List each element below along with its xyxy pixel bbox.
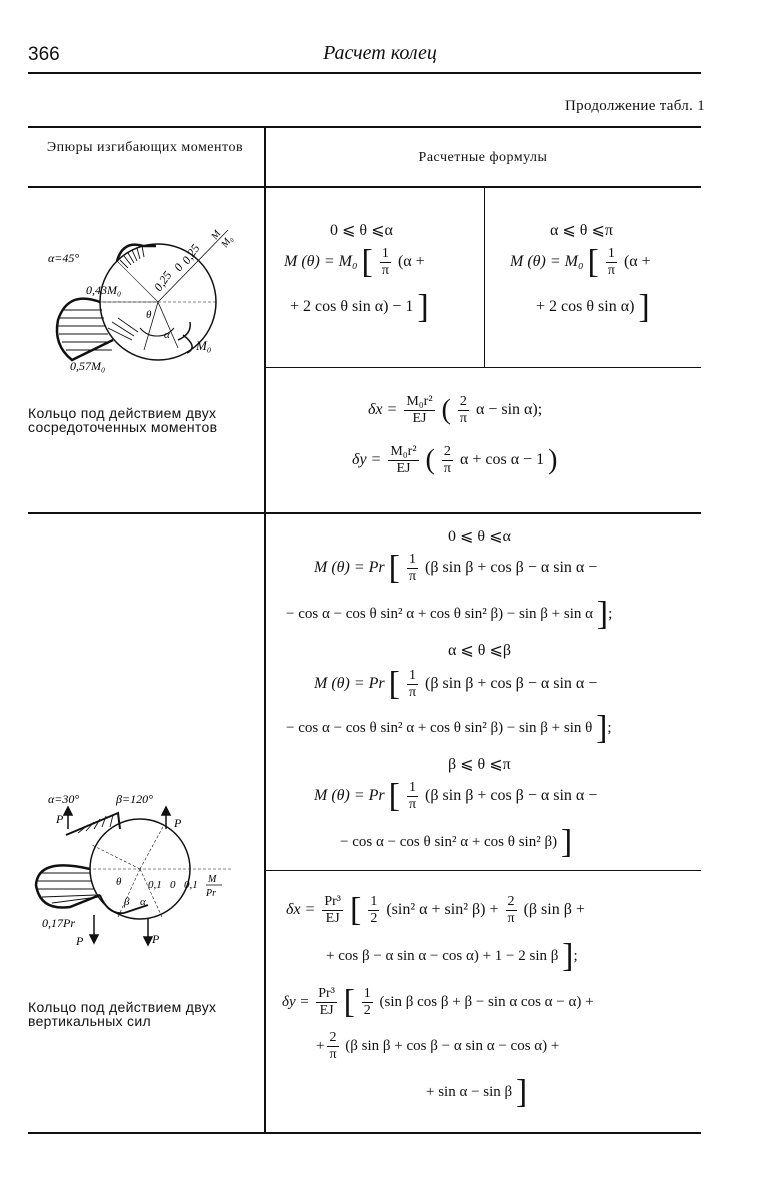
row2-r2-line2-text: − cos α − cos θ sin² α + cos θ sin² β) − sin β + sin θ (286, 720, 593, 736)
delta-x-tail: α − sin α (475, 401, 533, 419)
row2-delta-x-line1 (286, 891, 585, 929)
alpha-angle-label: α (140, 896, 146, 908)
bracket-open: [ (587, 243, 599, 281)
frac-num: 1 (407, 552, 418, 569)
ring-moments-diagram (28, 210, 264, 380)
row2-r1-line2-text: − cos α − cos θ sin² α + cos θ sin² β) − sin β + sin α (286, 606, 594, 622)
fraction (506, 894, 517, 927)
frac-den: EJ (396, 461, 411, 476)
bracket-close: ] (638, 288, 650, 326)
delta-x-lhs: δx = (286, 901, 316, 919)
alpha-label: α=30° (48, 792, 80, 806)
theta-label: θ (116, 876, 122, 888)
row1-case1-line2 (290, 288, 429, 326)
moment-017-label: 0,17Pr (42, 916, 75, 930)
row2-delta-y-line3 (426, 1073, 528, 1111)
frac-den: 2 (363, 1003, 371, 1018)
row1-case1-tail: (α + (397, 253, 425, 271)
delta-x-lhs: δx = (368, 401, 398, 419)
delta-y-line3-text: + sin α − sin β (426, 1084, 513, 1100)
row1-caption-line2: сосредоточенных моментов (28, 419, 218, 435)
row2-range1: 0 ⩽ θ ⩽α (448, 528, 511, 545)
frac-den: π (408, 797, 417, 812)
bracket-open: [ (388, 549, 400, 587)
fraction (458, 394, 469, 427)
bracket-open: [ (388, 777, 400, 815)
row1-case1-line1 (284, 243, 425, 281)
row2-caption-line2: вертикальных сил (28, 1013, 151, 1029)
table-continuation-note: Продолжение табл. 1 (565, 98, 705, 114)
beta-label: β=120° (116, 792, 153, 806)
frac-den: EJ (412, 411, 427, 426)
frac-num: 2 (506, 894, 517, 911)
fraction (407, 552, 418, 585)
frac-den: π (443, 461, 451, 476)
delta-y-lhs: δy = (282, 993, 310, 1010)
force-top-right: P (174, 816, 182, 830)
frac-den: π (329, 1047, 337, 1062)
paren-close: ) (548, 444, 558, 476)
row1-caption-line1: Кольцо под действием двух (28, 405, 217, 421)
row2-range2: α ⩽ θ ⩽β (448, 642, 511, 659)
row2-delta-x-line2: + cos β − α sin α − cos α) + 1 − 2 sin β ]; (326, 937, 578, 975)
fraction (407, 668, 418, 701)
bracket-open: [ (388, 665, 400, 703)
frac-num: M₀r² (390, 444, 417, 459)
row2-range3: β ⩽ θ ⩽π (448, 756, 511, 773)
bracket-close: ] (515, 1073, 528, 1111)
bracket-close: ] (560, 823, 573, 861)
paren-open: ( (425, 444, 435, 476)
row1-delta-x (368, 394, 542, 427)
table-header-rule (28, 186, 701, 188)
tick-neg-01: 0,1 (148, 879, 162, 891)
row2-r1-tail: (β sin β + cos β − α sin α − (425, 559, 598, 577)
row2-r3-tail: (β sin β + cos β − α sin α − (425, 787, 598, 805)
tick-neg-025: 0,25 (150, 268, 175, 294)
frac-num: 1 (407, 668, 418, 685)
delta-y-lhs: δy = (352, 451, 382, 469)
fraction (606, 246, 617, 279)
force-bottom-right: P (152, 932, 160, 946)
row2-r3-line1 (314, 777, 598, 815)
theta-label: θ (146, 309, 152, 321)
row1-inner-rule (266, 367, 701, 368)
frac-num: Pr³ (324, 894, 341, 909)
bracket-open: [ (361, 243, 373, 281)
fraction (327, 1030, 338, 1063)
frac-num: 2 (458, 394, 469, 411)
frac-num: 2 (327, 1030, 338, 1047)
row1-delta-y (352, 444, 557, 477)
bracket-open: [ (350, 891, 362, 929)
frac-num: Pr³ (318, 986, 335, 1001)
fraction (316, 986, 337, 1019)
row2-r3-lhs: M (θ) = Pr (314, 787, 385, 805)
delta-x-line2-text: + cos β − α sin α − cos α) + 1 − 2 sin β (326, 948, 559, 964)
row2-r3-line2-text: − cos α − cos θ sin² α + cos θ sin² β) (340, 834, 558, 850)
delta-y-tail: α + cos α − 1 (459, 451, 545, 469)
unit-numerator: M (209, 228, 224, 242)
applied-moment-label: M₀ (196, 338, 212, 353)
frac-den: 2 (370, 911, 378, 926)
table-bottom-rule (28, 1132, 701, 1134)
unit-denominator: Pr (206, 888, 216, 899)
frac-den: π (607, 263, 615, 278)
row2-r2-lhs: M (θ) = Pr (314, 675, 385, 693)
column-header-diagrams: Эпюры изгибающих моментов (46, 140, 244, 155)
moment-043-label: 0,43M₀ (86, 283, 122, 297)
alpha-angle-label: α (164, 329, 170, 341)
tick-zero: 0 (170, 260, 186, 274)
header-rule (28, 72, 701, 74)
unit-numerator: M (208, 874, 217, 885)
row1-case2-line2-text: + 2 cos θ sin α) (536, 298, 635, 315)
delta-y-mid: (sin β cos β + β − sin α cos α − α) + (379, 993, 594, 1010)
frac-den: π (408, 685, 417, 700)
force-bottom-left: P (76, 934, 84, 948)
bracket-close: ] (596, 709, 608, 747)
bracket-close: ] (417, 288, 429, 326)
unit-denominator: M₀ (219, 233, 236, 250)
frac-num: M₀r² (406, 394, 433, 409)
delta-x-mid: (sin² α + sin² β) + (386, 901, 499, 919)
frac-num: 2 (442, 444, 453, 461)
delta-x-end: ); (532, 401, 543, 419)
row2-r2-line1 (314, 665, 598, 703)
fraction (322, 894, 343, 927)
force-top-left: P (56, 812, 64, 826)
row1-case2-lhs: M (θ) = M₀ (510, 253, 584, 271)
frac-den: π (381, 263, 389, 278)
frac-num: 1 (363, 986, 371, 1001)
frac-num: 1 (606, 246, 617, 263)
bracket-open: [ (343, 983, 355, 1021)
row2-r2-line2: − cos α − cos θ sin² α + cos θ sin² β) − sin β + sin θ ]; (286, 709, 612, 747)
frac-den: EJ (325, 911, 340, 926)
fraction (407, 780, 418, 813)
tick-pos-01: 0,1 (184, 879, 198, 891)
frac-den: π (507, 911, 515, 926)
frac-num: 1 (370, 894, 378, 909)
row-separator (28, 512, 701, 514)
row2-caption-line1: Кольцо под действием двух (28, 999, 217, 1015)
column-header-formulas: Расчетные формулы (418, 150, 548, 165)
row1-case2-line2 (536, 288, 650, 326)
row1-case1-lhs: M (θ) = M₀ (284, 253, 358, 271)
delta-x-tail: (β sin β + (523, 901, 585, 919)
row2-inner-rule (266, 870, 701, 871)
frac-den: π (408, 569, 417, 584)
tick-pos-025: 0,25 (178, 241, 203, 267)
row1-case2-tail: (α + (623, 253, 651, 271)
bracket-close: ] (562, 937, 574, 975)
row2-delta-y-line1 (282, 983, 594, 1021)
row1-case2-line1 (510, 243, 651, 281)
delta-y-line2-tail: (β sin β + cos β − α sin α − cos α) + (345, 1037, 560, 1054)
fraction (368, 894, 379, 927)
bracket-close: ] (596, 595, 609, 633)
paren-open: ( (441, 394, 451, 426)
row2-r2-tail: (β sin β + cos β − α sin α − (425, 675, 598, 693)
ring-forces-diagram (28, 785, 264, 950)
fraction (404, 394, 434, 427)
frac-den: π (459, 411, 467, 426)
row2-r1-line1 (314, 549, 598, 587)
moment-057-label: 0,57M₀ (70, 359, 106, 373)
running-title: Расчет колец (323, 42, 437, 64)
fraction (380, 246, 391, 279)
tick-zero: 0 (170, 879, 176, 891)
fraction (362, 986, 373, 1019)
table-top-rule (28, 126, 701, 128)
fraction (442, 444, 453, 477)
row1-case1-line2-text: + 2 cos θ sin α) − 1 (290, 298, 414, 315)
row2-delta-y-line2: + $\frac{2}{\pi}$ (β sin β + cos β − α sin α − cos α) + (316, 1030, 560, 1062)
frac-num: 1 (380, 246, 391, 263)
frac-num: 1 (407, 780, 418, 797)
frac-den: EJ (319, 1003, 334, 1018)
page-number: 366 (28, 44, 60, 65)
beta-angle-label: β (124, 896, 130, 908)
column-divider (264, 126, 266, 1133)
row2-r3-line2 (340, 823, 573, 861)
row1-case1-range: 0 ⩽ θ ⩽α (330, 222, 393, 239)
alpha-label: α=45° (48, 251, 80, 265)
row1-case-divider (484, 188, 485, 367)
row2-r1-lhs: M (θ) = Pr (314, 559, 385, 577)
row2-r1-line2: − cos α − cos θ sin² α + cos θ sin² β) − sin β + sin α ]; (286, 595, 613, 633)
row1-case2-range: α ⩽ θ ⩽π (550, 222, 613, 239)
fraction (388, 444, 418, 477)
